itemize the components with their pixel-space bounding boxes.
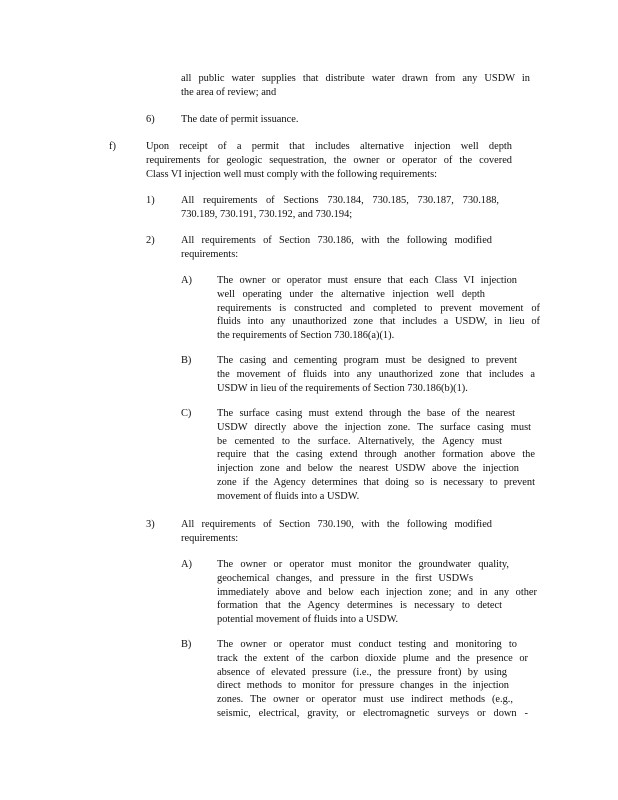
text-line: All requirements of Section 730.186, with the following modified bbox=[181, 235, 492, 246]
item-2a-text bbox=[217, 274, 540, 343]
text-line: require that the casing extend through another formation above the bbox=[217, 449, 535, 461]
text-line: The date of permit issuance. bbox=[181, 114, 299, 125]
text-line: USDW in lieu of the requirements of Section 730.186(b)(1). bbox=[217, 382, 468, 394]
item-2a-label: A) bbox=[181, 275, 192, 286]
item-3-label: 3) bbox=[146, 519, 155, 530]
subsection-f-label: f) bbox=[109, 141, 116, 152]
item-1-label: 1) bbox=[146, 195, 155, 206]
text-line: geochemical changes, and pressure in the first USDWs bbox=[217, 572, 473, 584]
item-2b-label: B) bbox=[181, 355, 192, 366]
text-line: be cemented to the surface. Alternatively, the Agency must bbox=[217, 435, 502, 447]
text-line: the movement of fluids into any unauthorized zone that includes a bbox=[217, 368, 535, 380]
text-line: absence of elevated pressure (i.e., the pressure front) by using bbox=[217, 666, 507, 678]
text-line: The surface casing must extend through the base of the nearest bbox=[217, 408, 515, 419]
text-line: requirements: bbox=[181, 532, 239, 544]
text-line: formation that the Agency determines is necessary to detect bbox=[217, 600, 502, 612]
text-line: zones. The owner or operator must use indirect methods (e.g., bbox=[217, 694, 513, 706]
item-3b-label: B) bbox=[181, 639, 192, 650]
text-line: movement of fluids into a USDW. bbox=[217, 490, 360, 502]
item-6-text bbox=[181, 113, 530, 127]
text-line: Class VI injection well must comply with the following requirements: bbox=[146, 168, 437, 180]
text-line: zone if the Agency determines that doing so is necessary to prevent bbox=[217, 476, 535, 488]
text-line: The owner or operator must monitor the groundwater quality, bbox=[217, 559, 509, 570]
text-line: well operating under the alternative injection well depth bbox=[217, 288, 485, 300]
item-2-text bbox=[181, 234, 492, 262]
item-2c-text bbox=[217, 407, 535, 504]
text-line: requirements is constructed and completed to prevent movement of bbox=[217, 302, 540, 314]
item-3a-text bbox=[217, 558, 537, 627]
text-line: fluids into any unauthorized zone that includes a USDW, in lieu of bbox=[217, 316, 540, 328]
text-line: requirements: bbox=[181, 248, 239, 260]
text-line: the area of review; and bbox=[181, 86, 277, 98]
text-line: The owner or operator must ensure that each Class VI injection bbox=[217, 275, 517, 286]
text-line: potential movement of fluids into a USDW. bbox=[217, 614, 399, 626]
item-2b-text bbox=[217, 354, 535, 395]
text-line: immediately above and below each injection zone; and in any other bbox=[217, 586, 537, 598]
text-line: injection zone and below the nearest USDW above the injection bbox=[217, 463, 519, 475]
text-line: All requirements of Sections 730.184, 730.185, 730.187, 730.188, bbox=[181, 195, 499, 206]
text-line: all public water supplies that distribute water drawn from any USDW in bbox=[181, 73, 530, 84]
text-line: direct methods to monitor for pressure changes in the injection bbox=[217, 680, 509, 692]
text-line: All requirements of Section 730.190, with the following modified bbox=[181, 519, 492, 530]
item-2c-label: C) bbox=[181, 408, 192, 419]
text-line: USDW directly above the injection zone. The surface casing must bbox=[217, 421, 531, 433]
item-5-continuation bbox=[181, 72, 530, 100]
text-line: Upon receipt of a permit that includes alternative injection well depth bbox=[146, 141, 512, 152]
item-1-text bbox=[181, 194, 499, 222]
item-3a-label: A) bbox=[181, 559, 192, 570]
subsection-f-text bbox=[146, 140, 512, 181]
text-line: track the extent of the carbon dioxide plume and the presence or bbox=[217, 652, 528, 664]
text-line: seismic, electrical, gravity, or electromagnetic surveys or down - bbox=[217, 707, 528, 719]
item-3b-text bbox=[217, 638, 528, 721]
text-line: The casing and cementing program must be designed to prevent bbox=[217, 355, 517, 366]
item-6-label: 6) bbox=[146, 114, 155, 125]
item-3-text bbox=[181, 518, 492, 546]
text-line: requirements for geologic sequestration, the owner or operator of the covered bbox=[146, 154, 512, 166]
text-line: 730.189, 730.191, 730.192, and 730.194; bbox=[181, 208, 353, 220]
item-2-label: 2) bbox=[146, 235, 155, 246]
text-line: The owner or operator must conduct testing and monitoring to bbox=[217, 639, 517, 650]
text-line: the requirements of Section 730.186(a)(1). bbox=[217, 330, 395, 342]
